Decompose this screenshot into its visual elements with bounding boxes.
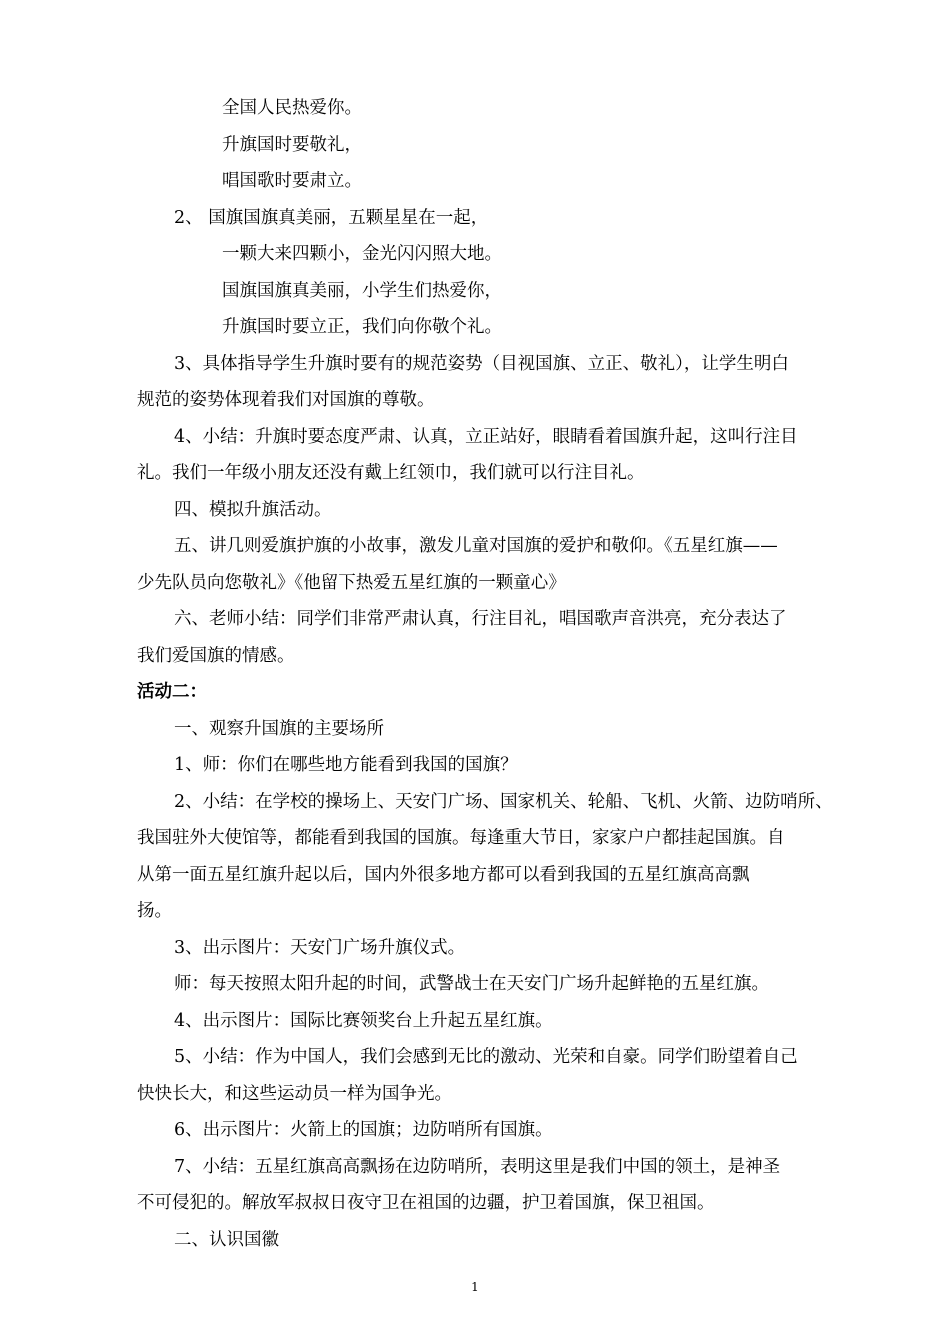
poem-line-2: 升旗国时要敬礼， [222, 135, 362, 155]
paragraph-line: 扬。 [137, 901, 172, 921]
paragraph-line: 师：每天按照太阳升起的时间，武警战士在天安门广场升起鲜艳的五星红旗。 [174, 974, 769, 994]
paragraph-line: 六、老师小结：同学们非常严肃认真，行注目礼，唱国歌声音洪亮，充分表达了 [174, 609, 787, 629]
paragraph-line: 2、小结：在学校的操场上、天安门广场、国家机关、轮船、飞机、火箭、边防哨所、 [174, 792, 833, 812]
page-number: 1 [471, 1280, 479, 1294]
paragraph-line: 4、小结：升旗时要态度严肃、认真，立正站好，眼睛看着国旗升起，这叫行注目 [174, 427, 798, 447]
paragraph-line: 四、模拟升旗活动。 [174, 500, 332, 520]
paragraph-line: 规范的姿势体现着我们对国旗的尊敬。 [137, 390, 435, 410]
paragraph-line: 5、小结：作为中国人，我们会感到无比的激动、光荣和自豪。同学们盼望着自己 [174, 1047, 798, 1067]
poem-line-3: 唱国歌时要肃立。 [222, 171, 362, 191]
paragraph-line: 少先队员向您敬礼》《他留下热爱五星红旗的一颗童心》 [137, 573, 566, 593]
poem-2-line-1: 2、 国旗国旗真美丽，五颗星星在一起， [174, 208, 489, 228]
paragraph-line: 4、出示图片：国际比赛领奖台上升起五星红旗。 [174, 1011, 553, 1031]
paragraph-line: 3、具体指导学生升旗时要有的规范姿势（目视国旗、立正、敬礼），让学生明白 [174, 354, 789, 374]
paragraph-line: 一、观察升国旗的主要场所 [174, 719, 384, 739]
paragraph-line: 1、师：你们在哪些地方能看到我国的国旗？ [174, 755, 518, 775]
paragraph-line: 6、出示图片：火箭上的国旗；边防哨所有国旗。 [174, 1120, 553, 1140]
poem-2-line-2: 一颗大来四颗小，金光闪闪照大地。 [222, 244, 502, 264]
poem-line-1: 全国人民热爱你。 [222, 98, 362, 118]
paragraph-line: 五、讲几则爱旗护旗的小故事，激发儿童对国旗的爱护和敬仰。《五星红旗—— [174, 536, 778, 556]
paragraph-line: 我国驻外大使馆等，都能看到我国的国旗。每逢重大节日，家家户户都挂起国旗。自 [137, 828, 785, 848]
poem-2-line-3: 国旗国旗真美丽，小学生们热爱你， [222, 281, 502, 301]
paragraph-line: 快快长大，和这些运动员一样为国争光。 [137, 1084, 452, 1104]
paragraph-line: 7、小结：五星红旗高高飘扬在边防哨所，表明这里是我们中国的领土，是神圣 [174, 1157, 781, 1177]
paragraph-line: 礼。我们一年级小朋友还没有戴上红领巾，我们就可以行注目礼。 [137, 463, 645, 483]
paragraph-line: 不可侵犯的。解放军叔叔日夜守卫在祖国的边疆，护卫着国旗，保卫祖国。 [137, 1193, 715, 1213]
paragraph-line: 我们爱国旗的情感。 [137, 646, 295, 666]
paragraph-line: 二、认识国徽 [174, 1230, 279, 1250]
paragraph-line: 从第一面五星红旗升起以后，国内外很多地方都可以看到我国的五星红旗高高飘 [137, 865, 750, 885]
section-heading: 活动二： [137, 682, 207, 702]
poem-2-line-4: 升旗国时要立正，我们向你敬个礼。 [222, 317, 502, 337]
paragraph-line: 3、出示图片：天安门广场升旗仪式。 [174, 938, 466, 958]
